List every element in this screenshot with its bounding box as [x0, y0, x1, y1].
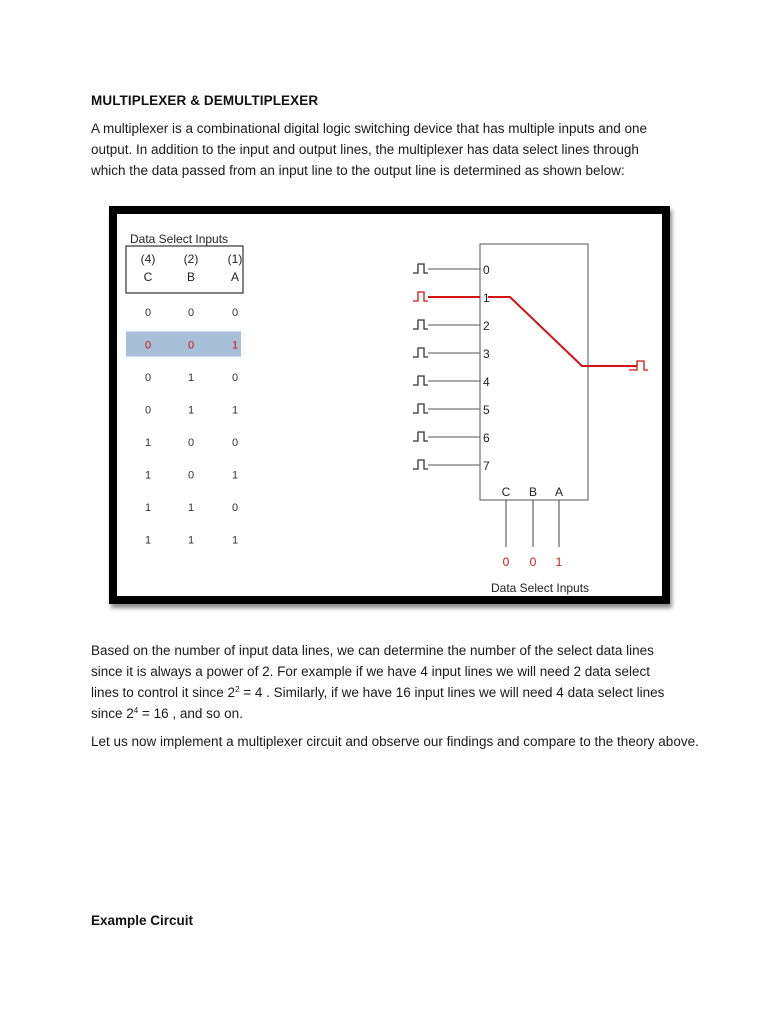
multiplexer-figure	[109, 206, 670, 604]
select-value: 0	[502, 555, 510, 569]
para2-line2: since it is always a power of 2. For example if we have 4 input lines we will need 2 data select	[91, 664, 651, 679]
input-label: 2	[483, 319, 490, 333]
weight-label: (1)	[227, 252, 243, 266]
pulse-icon	[413, 320, 428, 329]
pulse-icon	[413, 404, 428, 413]
select-caption: Data Select Inputs	[491, 581, 590, 595]
select-value: 1	[555, 555, 563, 569]
table-cell: 1	[231, 469, 239, 482]
input-label: 3	[483, 347, 490, 361]
table-cell: 1	[144, 437, 152, 449]
para2-line4	[91, 706, 243, 721]
pulse-icon	[413, 292, 428, 301]
select-label: C	[501, 485, 511, 499]
table-cell: 0	[144, 404, 152, 417]
table-cell: 0	[144, 307, 152, 319]
table-cell: 1	[187, 502, 195, 514]
table-cell: 0	[231, 372, 239, 384]
select-label: B	[528, 485, 538, 499]
column-label: B	[186, 270, 196, 284]
exponent-4: 4	[133, 706, 139, 715]
input-label: 6	[483, 431, 490, 445]
table-cell: 0	[187, 437, 195, 449]
input-label: 1	[483, 291, 490, 305]
select-label: A	[554, 485, 564, 499]
column-label: C	[143, 270, 153, 284]
table-cell: 0	[231, 307, 239, 319]
input-label: 5	[483, 403, 490, 417]
input-label: 7	[483, 459, 490, 473]
table-cell: 1	[144, 502, 152, 514]
table-cell: 1	[187, 404, 195, 417]
select-value: 0	[529, 555, 537, 569]
para2-line3-rest: = 4 . Similarly, if we have 16 input lines we will need 4 data select lines	[239, 685, 665, 700]
para2-line3-text: lines to control it since 2	[91, 685, 236, 700]
pulse-icon	[413, 348, 428, 357]
section-heading: MULTIPLEXER & DEMULTIPLEXER	[91, 93, 319, 108]
para2-line3	[91, 685, 664, 700]
highlighted-row	[126, 332, 241, 357]
exponent-2: 2	[235, 685, 240, 694]
pulse-icon	[413, 264, 428, 273]
select-lines-paragraph	[91, 640, 691, 724]
input-label: 4	[483, 375, 490, 389]
para2-line4-rest: = 16 , and so on.	[138, 706, 243, 721]
table-title: Data Select Inputs	[130, 232, 229, 246]
intro-paragraph: A multiplexer is a combinational digital logic switching device that has multiple inputs and one output. In addition to the input and output lines, the multiplexer has data select lines through which the data passed from an input line to the output line is determined as shown below:	[91, 121, 648, 178]
implement-paragraph: Let us now implement a multiplexer circuit and observe our findings and compare to the theory above.	[91, 734, 699, 749]
table-cell: 0	[231, 437, 239, 449]
table-columns	[144, 270, 239, 284]
example-circuit-heading: Example Circuit	[91, 913, 194, 928]
weight-label: (2)	[183, 252, 199, 266]
table-cell: 0	[144, 339, 152, 352]
multiplexer-diagram	[117, 214, 662, 596]
table-weights	[141, 252, 243, 266]
table-cell: 0	[187, 469, 195, 482]
mux-block	[480, 244, 588, 500]
figure-canvas	[117, 214, 662, 596]
pulse-icon	[413, 460, 428, 469]
table-cell: 1	[144, 469, 152, 482]
para2-line4-text: since 2	[91, 706, 134, 721]
table-cell: 1	[231, 404, 239, 417]
pulse-icon	[413, 376, 428, 385]
weight-label: (4)	[140, 252, 156, 266]
pulse-icon	[413, 432, 428, 441]
para2-line1: Based on the number of input data lines, we can determine the number of the select data lines	[91, 643, 654, 658]
column-label: A	[230, 270, 240, 284]
table-cell: 1	[231, 534, 239, 547]
table-cell: 1	[144, 534, 152, 547]
table-cell: 1	[187, 372, 195, 384]
table-cell: 0	[144, 372, 152, 384]
table-cell: 1	[231, 339, 239, 352]
input-label: 0	[483, 263, 490, 277]
table-cell: 0	[187, 339, 195, 352]
mux-inputs	[413, 263, 490, 473]
table-cell: 0	[231, 502, 239, 514]
table-cell: 0	[187, 307, 195, 319]
table-cell: 1	[187, 534, 195, 547]
